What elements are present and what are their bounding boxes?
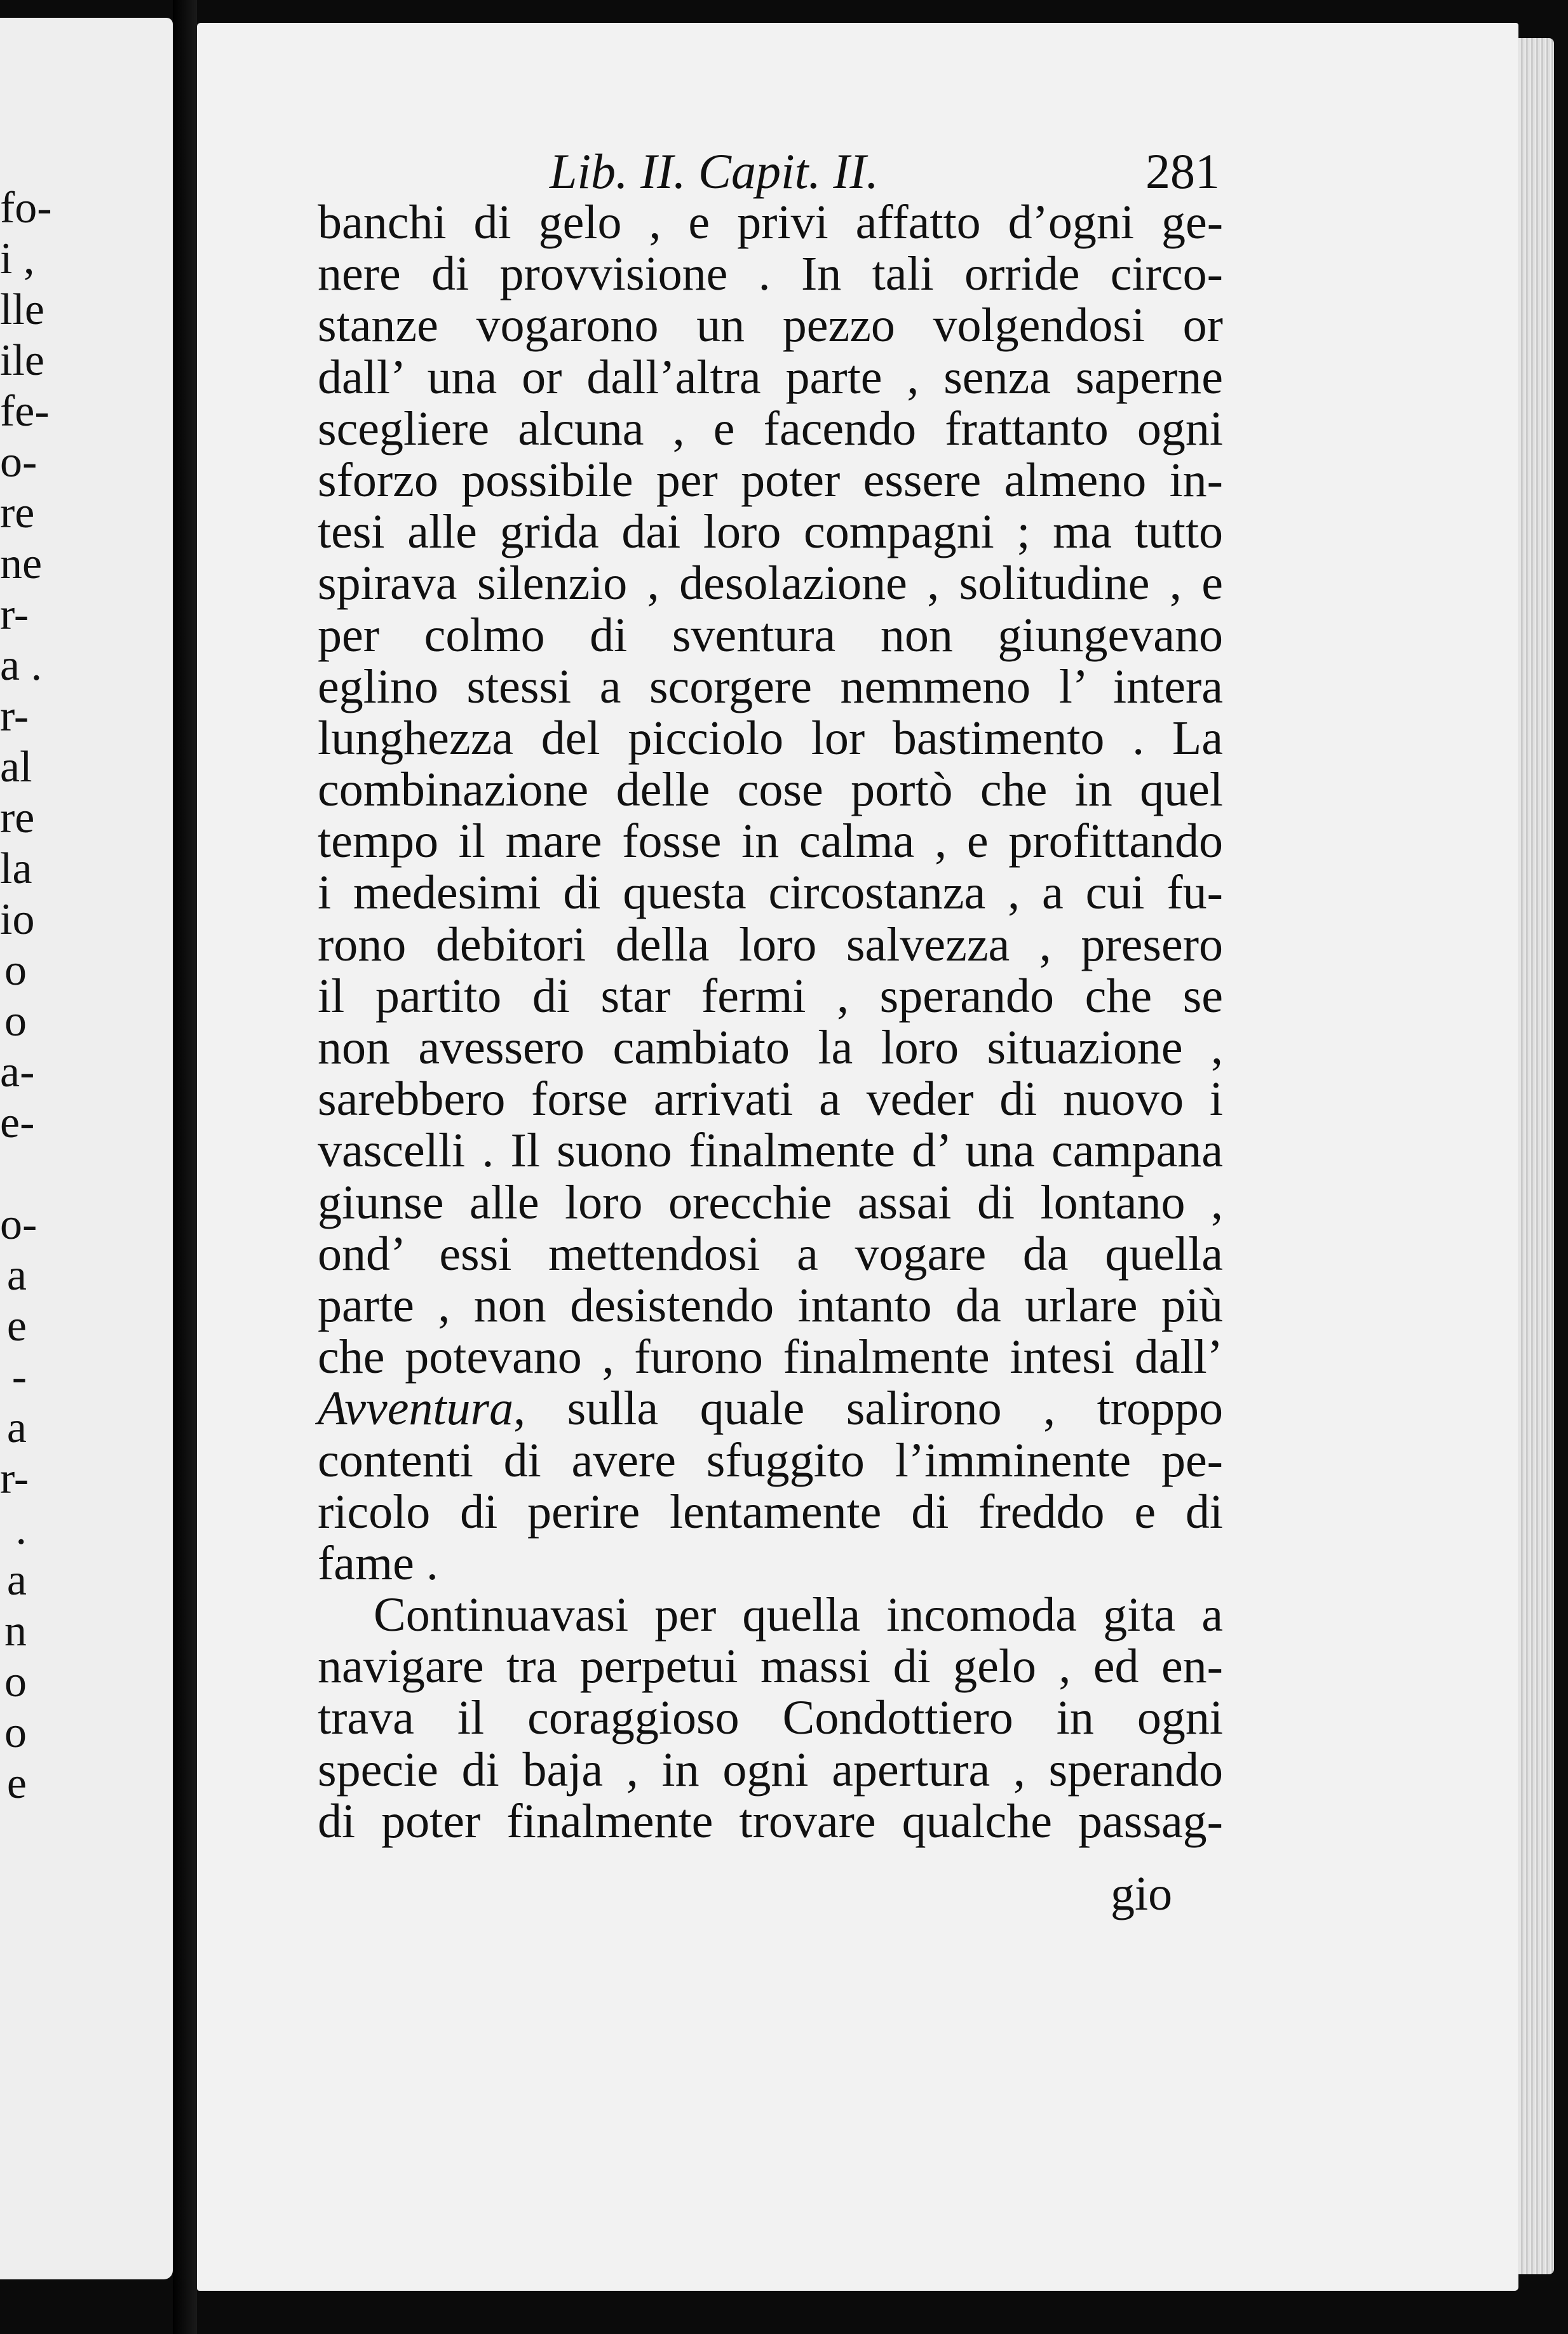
previous-page-fragment: re xyxy=(0,793,35,842)
previous-page-fragment: i , xyxy=(0,234,35,283)
ship-name: Avventura xyxy=(318,1382,514,1436)
previous-page-fragment: a xyxy=(6,1251,27,1300)
previous-page-fragment: o xyxy=(4,946,27,995)
body-text xyxy=(318,197,1223,1847)
text-line: di poter finalmente trovare qualche passag- xyxy=(318,1794,1223,1848)
previous-page-fragment: a xyxy=(6,1556,27,1605)
previous-page-fragment: r- xyxy=(0,1454,29,1503)
text-line: non avessero cambiato la loro situazione , xyxy=(318,1021,1223,1074)
text-line: contenti di avere sfuggito l’imminente pe- xyxy=(318,1433,1223,1487)
previous-page-fragment: o- xyxy=(0,1200,37,1249)
text-line: per colmo di sventura non giungevano xyxy=(318,608,1223,662)
text-line: il partito di star fermi , sperando che se xyxy=(318,969,1223,1023)
text-line: specie di baja , in ogni apertura , sperando xyxy=(318,1743,1223,1797)
previous-page-fragment: o xyxy=(4,997,27,1046)
text-line: sforzo possibile per poter essere almeno in- xyxy=(318,453,1223,507)
previous-page-fragment: r- xyxy=(0,692,29,741)
previous-page-fragment: a . xyxy=(0,641,43,690)
previous-page-fragment: e xyxy=(6,1302,27,1351)
previous-page-fragment: fo- xyxy=(0,184,52,233)
previous-page-fragment: o- xyxy=(0,438,37,487)
text-line: Continuavasi per quella incomoda gita a xyxy=(374,1588,1223,1642)
text-line: giunse alle loro orecchie assai di lontano , xyxy=(318,1175,1223,1229)
previous-page-fragment: - xyxy=(11,1353,27,1401)
page-edges xyxy=(1518,38,1554,2274)
text-line: ond’ essi mettendosi a vogare da quella xyxy=(318,1227,1223,1281)
previous-page-fragment: io xyxy=(0,895,35,944)
page-number: 281 xyxy=(1146,144,1220,199)
previous-page-fragment: n xyxy=(4,1607,27,1656)
text-line: nere di provvisione . In tali orride circo- xyxy=(318,247,1223,301)
text-line: sarebbero forse arrivati a veder di nuovo i xyxy=(318,1072,1223,1126)
text-line: lunghezza del picciolo lor bastimento . La xyxy=(318,711,1223,765)
previous-page-fragment: a- xyxy=(0,1048,35,1096)
previous-page-fragment: la xyxy=(0,844,32,893)
previous-page-fragment: fe- xyxy=(0,387,50,436)
previous-page-fragment: o xyxy=(4,1657,27,1706)
text-line: rono debitori della loro salvezza , presero xyxy=(318,917,1223,971)
text-line: i medesimi di questa circostanza , a cui fu- xyxy=(318,866,1223,920)
previous-page-fragment: ile xyxy=(0,336,44,385)
previous-page-fragment: lle xyxy=(0,285,44,334)
text-line: banchi di gelo , e privi affatto d’ogni ge- xyxy=(318,196,1223,249)
text-line: scegliere alcuna , e facendo frattanto ogni xyxy=(318,401,1223,455)
text-line: vascelli . Il suono finalmente d’ una campana xyxy=(318,1124,1223,1178)
text-line: tesi alle grida dai loro compagni ; ma tutto xyxy=(318,505,1223,559)
previous-page-fragment: e- xyxy=(0,1098,35,1147)
text-line-with-ship-name xyxy=(318,1383,1223,1434)
catchword: gio xyxy=(1111,1867,1173,1920)
previous-page-text-fragments xyxy=(0,183,173,1809)
text-line: che potevano , furono finalmente intesi dall’ xyxy=(318,1330,1223,1384)
previous-page-fragment: e xyxy=(6,1759,27,1808)
text-line: eglino stessi a scorgere nemmeno l’ intera xyxy=(318,659,1223,713)
text-line: tempo il mare fosse in calma , e profittando xyxy=(318,814,1223,868)
text-segment: , sulla quale salirono , troppo xyxy=(513,1382,1223,1436)
text-line: stanze vogarono un pezzo volgendosi or xyxy=(318,299,1223,353)
text-line: combinazione delle cose portò che in quel xyxy=(318,763,1223,817)
text-line: ricolo di perire lentamente di freddo e di xyxy=(318,1485,1223,1539)
text-line: spirava silenzio , desolazione , solitudine , e xyxy=(318,557,1223,610)
previous-page-fragment: . xyxy=(15,1505,27,1554)
previous-page-fragment: ne xyxy=(0,539,43,588)
text-line: navigare tra perpetui massi di gelo , ed en- xyxy=(318,1640,1223,1694)
text-line: parte , non desistendo intanto da urlare più xyxy=(318,1278,1223,1332)
previous-page xyxy=(0,18,173,2279)
previous-page-fragment: al xyxy=(0,743,32,792)
previous-page-fragment: re xyxy=(0,489,35,537)
previous-page-fragment xyxy=(0,1149,30,1199)
previous-page-fragment: o xyxy=(4,1708,27,1757)
previous-page-fragment: r- xyxy=(0,590,29,639)
text-line: dall’ una or dall’altra parte , senza saperne xyxy=(318,350,1223,404)
previous-page-fragment: a xyxy=(6,1403,27,1452)
running-head: Lib. II. Capit. II. xyxy=(550,144,879,199)
book-gutter xyxy=(173,0,197,2334)
text-line: fame . xyxy=(318,1536,438,1590)
text-line: trava il coraggioso Condottiero in ogni xyxy=(318,1691,1223,1745)
